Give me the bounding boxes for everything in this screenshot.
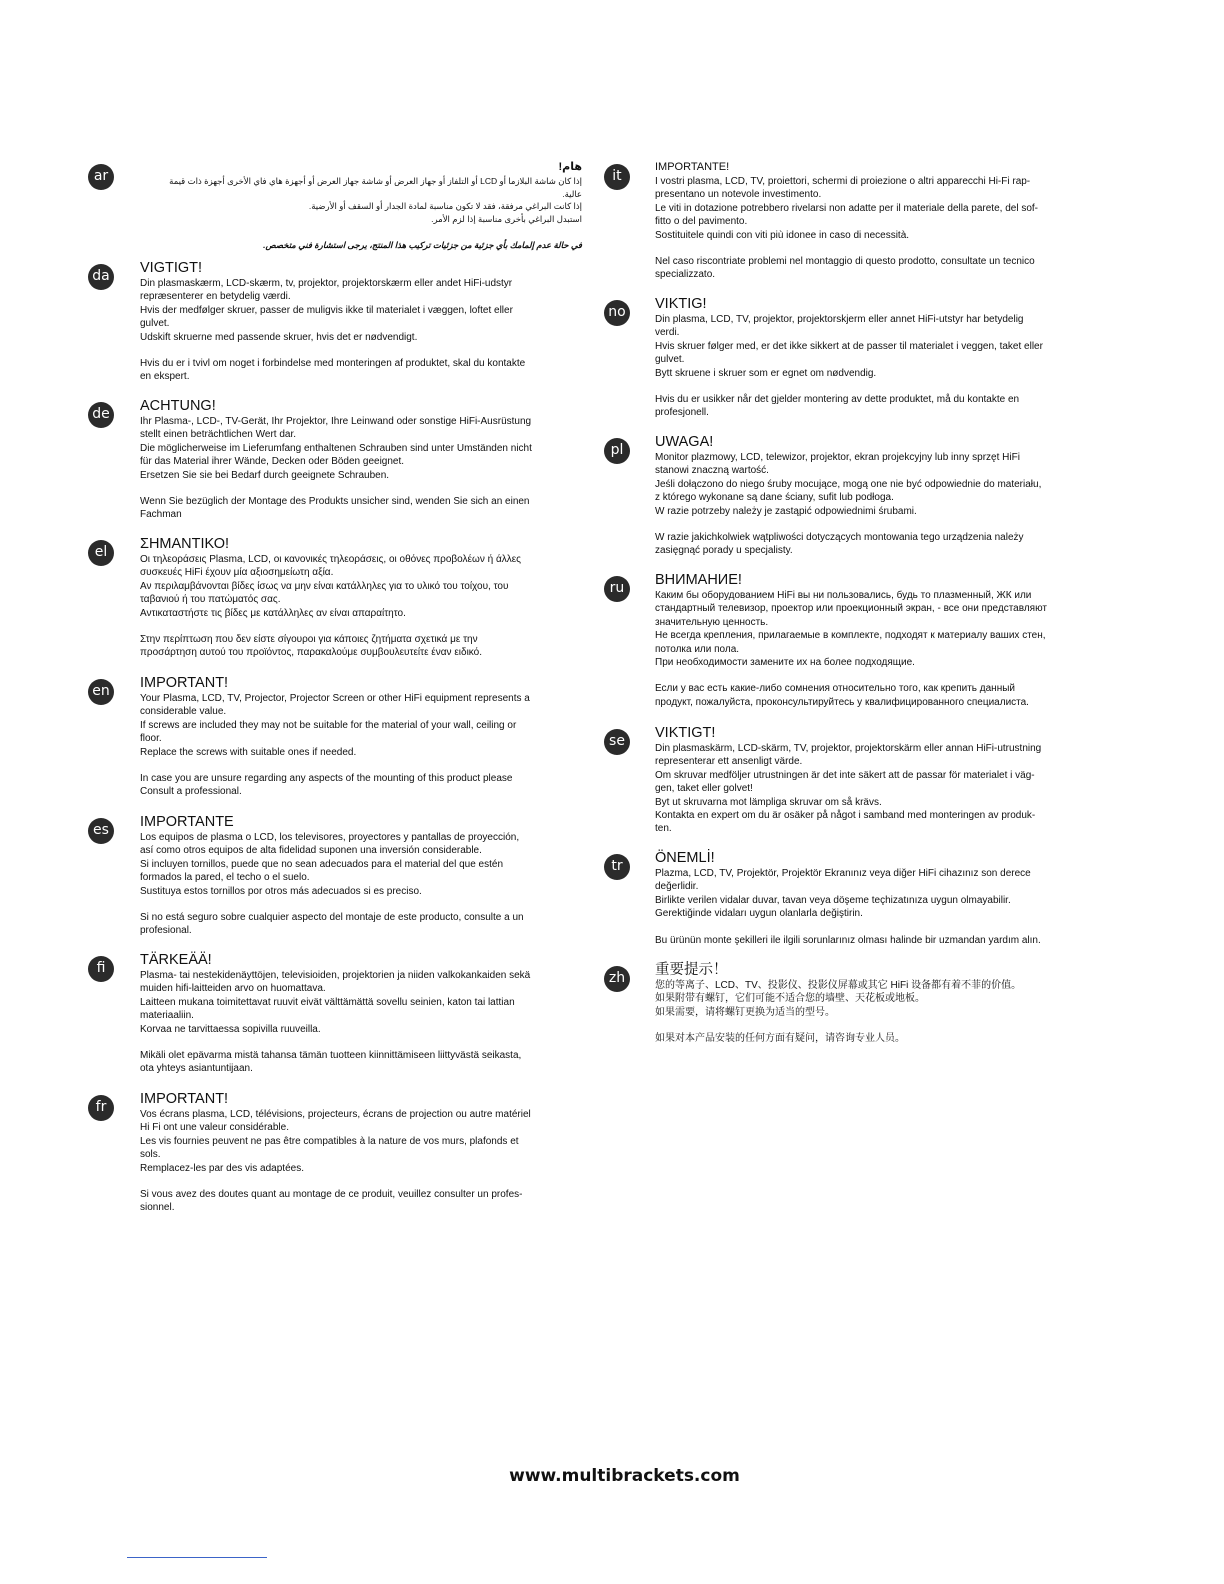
advice-line: Nel caso riscontriate problemi nel montaggio di questo prodotto, consultate un tecnico: [655, 256, 1035, 268]
advice-line: Hvis du er i tvivl om noget i forbindelse med monteringen af produktet, skal du kontakte: [140, 358, 526, 370]
section-title: ΣΗΜΑΝΤΙΚΟ!: [140, 536, 230, 552]
section-body: [655, 175, 1105, 282]
section-body: [140, 553, 595, 660]
advice-line: sionnel.: [140, 1202, 175, 1214]
body-line: Die möglicherweise im Lieferumfang enthaltenen Schrauben sind unter Umständen nicht: [140, 442, 532, 454]
body-line: استبدل البراغي بأخرى مناسبة إذا لزم الأمر.: [431, 213, 582, 224]
body-line: Din plasma, LCD, TV, projektor, projektorskjerm eller annet HiFi-utstyr har betydelig: [655, 314, 1024, 325]
body-line: Hvis der medfølger skruer, passer de muligvis ikke til materialet i væggen, loftet eller: [140, 304, 513, 316]
advice-line: Hvis du er usikker når det gjelder montering av dette produktet, må du kontakte en: [655, 394, 1020, 406]
language-badge-tr: tr: [604, 854, 630, 880]
language-badge-el: el: [88, 540, 114, 566]
section-title: TÄRKEÄÄ!: [140, 952, 212, 968]
section-es: [140, 814, 595, 938]
body-line: Remplacez-les par des vis adaptées.: [140, 1162, 304, 1174]
section-se: [655, 725, 1105, 836]
body-line: gen, taket eller golvet!: [655, 783, 753, 795]
language-badge-zh: zh: [604, 966, 630, 992]
language-badge-ar: ar: [88, 164, 114, 190]
section-body: [655, 742, 1105, 836]
language-badge-no: no: [604, 300, 630, 326]
body-line: Vos écrans plasma, LCD, télévisions, projecteurs, écrans de projection ou autre matériel: [140, 1109, 531, 1120]
body-line: 如果需要，请将螺钉更换为适当的型号。: [655, 1006, 835, 1018]
body-line: gulvet.: [655, 354, 685, 366]
advice-line: profesional.: [140, 925, 192, 937]
body-line: Laitteen mukana toimitettavat ruuvit eivät välttämättä sovellu seinien, katon tai lattian: [140, 996, 515, 1008]
language-badge-it: it: [604, 164, 630, 190]
advice-line: Στην περίπτωση που δεν είστε σίγουροι για κάποιες ζητήματα σχετικά με την: [140, 634, 478, 646]
body-line: repræsenterer en betydelig værdi.: [140, 291, 291, 303]
body-line: Ihr Plasma-, LCD-, TV-Gerät, Ihr Projektor, Ihre Leinwand oder sonstige HiFi-Ausrüstung: [140, 416, 532, 427]
advice-line: продукт, пожалуйста, проконсультируйтесь у квалифицированного специалиста.: [655, 696, 1029, 708]
body-line: değerlidir.: [655, 881, 699, 893]
section-body: [140, 415, 595, 522]
advice-line: 如果对本产品安装的任何方面有疑问，请咨询专业人员。: [655, 1033, 905, 1045]
section-ru: [655, 572, 1105, 709]
body-line: formados la pared, el techo o el suelo.: [140, 872, 310, 884]
advice-line: προσάρτηση αυτού του προϊόντος, παρακαλούμε συμβουλευτείτε έναν ειδικό.: [140, 647, 483, 659]
body-line: Gerektiğinde vidaları uygun olanlarla değiştirin.: [655, 908, 863, 920]
body-line: Sostituitele quindi con viti più idonee in caso di necessità.: [655, 229, 910, 241]
section-title: ACHTUNG!: [140, 398, 216, 414]
body-line: Plasma- tai nestekidenäyttöjen, televisioiden, projektorien ja niiden valkokankaiden sekä: [140, 970, 531, 981]
advice-line: Wenn Sie bezüglich der Montage des Produkts unsicher sind, wenden Sie sich an einen: [140, 496, 530, 508]
warning-line: في حالة عدم إلمامك بأي جزئية من جزئيات تركيب هذا المنتج، يرجى استشارة فني متخصص.: [263, 240, 582, 250]
section-title: VIGTIGT!: [140, 260, 203, 276]
section-pl: [655, 434, 1105, 558]
section-body: [655, 867, 1105, 947]
body-line: Your Plasma, LCD, TV, Projector, Projector Screen or other HiFi equipment represents a: [140, 693, 530, 704]
body-line: floor.: [140, 733, 162, 745]
body-line: Οι τηλεοράσεις Plasma, LCD, οι κανονικές τηλεοράσεις, οι οθόνες προβολέων ή άλλες: [140, 554, 521, 565]
body-line: ten.: [655, 823, 672, 835]
body-line: Din plasmaskärm, LCD-skärm, TV, projektor, projektorskärm eller annan HiFi-utrustning: [655, 743, 1042, 754]
body-line: ταβανιού ή του πατώματός σας.: [140, 594, 281, 606]
advice-line: Bu ürünün monte şekilleri ile ilgili sorunlarınız olması halinde bir uzmandan yardım alın.: [655, 934, 1041, 946]
body-line: Hi Fi ont une valeur considérable.: [140, 1122, 289, 1134]
language-badge-en: en: [88, 679, 114, 705]
body-line: Si incluyen tornillos, puede que no sean adecuados para el material del que estén: [140, 858, 504, 870]
advice-line: en ekspert.: [140, 371, 190, 383]
section-body: [140, 969, 595, 1076]
advice-line: W razie jakichkolwiek wątpliwości dotyczących montowania tego urządzenia należy: [655, 532, 1024, 544]
body-line: z którego wykonane są dane ściany, sufit lub podłoga.: [655, 492, 894, 504]
body-line: Din plasmaskærm, LCD-skærm, tv, projektor, projektorskærm eller andet HiFi-udstyr: [140, 278, 513, 289]
footer-url[interactable]: www.multibrackets.com: [509, 1466, 740, 1486]
language-badge-fi: fi: [88, 956, 114, 982]
section-title: IMPORTANTE: [140, 814, 234, 830]
body-line: Byt ut skruvarna mot lämpliga skruvar om så krävs.: [655, 796, 882, 808]
section-title: IMPORTANTE!: [655, 161, 730, 173]
advice-line: Si no está seguro sobre cualquier aspecto del montaje de este producto, consulte a un: [140, 912, 524, 924]
language-badge-se: se: [604, 729, 630, 755]
section-body: [655, 451, 1105, 558]
body-line: representerar ett ansenligt värde.: [655, 756, 803, 768]
section-title: IMPORTANT!: [140, 675, 229, 691]
body-line: Kontakta en expert om du är osäker på något i samband med monteringen av produk-: [655, 810, 1036, 822]
body-line: muiden hifi-laitteiden arvo on huomattava.: [140, 983, 326, 995]
section-fi: [140, 952, 595, 1076]
body-line: Αν περιλαμβάνονται βίδες ίσως να μην είναι κατάλληλες για το υλικό του τοίχου, του: [140, 580, 509, 592]
section-it: [655, 160, 1105, 282]
section-no: [655, 296, 1105, 420]
body-line: I vostri plasma, LCD, TV, proiettori, schermi di proiezione o altri apparecchi Hi-Fi rap-: [655, 176, 1031, 187]
advice-line: zasięgnąć porady u specjalisty.: [655, 545, 793, 557]
language-badge-da: da: [88, 264, 114, 290]
advice-line: Если у вас есть какие-либо сомнения относительно того, как крепить данный: [655, 683, 1015, 695]
section-fr: [140, 1091, 595, 1215]
link-underline: [127, 1557, 267, 1558]
section-title: ÖNEMLİ!: [655, 850, 715, 866]
section-tr: [655, 850, 1105, 947]
section-ar: [150, 160, 582, 252]
section-body: [140, 277, 595, 384]
section-title: VIKTIGT!: [655, 725, 716, 741]
language-badge-es: es: [88, 818, 114, 844]
section-zh: [655, 962, 1105, 1046]
section-de: [140, 398, 595, 522]
body-line: Ersetzen Sie sie bei Bedarf durch geeignete Schrauben.: [140, 469, 390, 481]
body-line: Monitor plazmowy, LCD, telewizor, projektor, ekran projekcyjny lub inny sprzęt HiFi: [655, 452, 1020, 463]
section-body: [140, 831, 595, 938]
body-line: Korvaa ne tarvittaessa sopivilla ruuveilla.: [140, 1023, 321, 1035]
section-body: [655, 313, 1105, 420]
section-en: [140, 675, 595, 799]
section-title: IMPORTANT!: [140, 1091, 229, 1107]
body-line: При необходимости замените их на более подходящие.: [655, 657, 915, 669]
body-line: für das Material ihrer Wände, Decken oder Böden geeignet.: [140, 456, 405, 468]
body-line: Каким бы оборудованием HiFi вы ни пользовались, будь то плазменный, ЖК или: [655, 590, 1032, 601]
body-line: gulvet.: [140, 318, 170, 330]
section-body: [655, 979, 1105, 1046]
body-line: presentano un notevole investimento.: [655, 189, 822, 201]
language-badge-de: de: [88, 402, 114, 428]
language-badge-pl: pl: [604, 438, 630, 464]
language-badge-fr: fr: [88, 1095, 114, 1121]
section-body: [140, 692, 595, 799]
body-line: إذا كان شاشة البلازما أو LCD أو التلفاز أو جهاز العرض أو شاشة جهاز العرض أو أجهزة هاي فاي الأخرى أجهزة ذات قيمة عالية.: [169, 176, 582, 199]
body-line: стандартный телевизор, проектор или проекционный экран, - все они представляют: [655, 603, 1047, 615]
section-el: [140, 536, 595, 660]
body-line: verdi.: [655, 327, 680, 339]
body-line: Не всегда крепления, прилагаемые в комплекте, подходят к материалу ваших стен,: [655, 630, 1046, 642]
section-body: [140, 1108, 595, 1215]
section-da: [140, 260, 595, 384]
advice-line: Mikäli olet epävarma mistä tahansa tämän tuotteen kiinnittämiseen liittyvästä seikasta,: [140, 1050, 522, 1062]
body-line: Om skruvar medföljer utrustningen är det inte säkert att de passar för materialet i väg-: [655, 769, 1035, 781]
section-title: 重要提示！: [655, 962, 728, 978]
body-line: значительную ценность.: [655, 616, 769, 628]
body-line: fitto o del pavimento.: [655, 216, 748, 228]
body-line: συσκευές HiFi έχουν μία αξιοσημείωτη αξία.: [140, 567, 334, 579]
body-line: stellt einen beträchtlichen Wert dar.: [140, 429, 297, 441]
body-line: Udskift skruerne med passende skruer, hvis det er nødvendigt.: [140, 331, 418, 343]
body-line: потолка или пола.: [655, 643, 740, 655]
body-line: Αντικαταστήστε τις βίδες με κατάλληλες αν είναι απαραίτητο.: [140, 607, 406, 619]
section-title: UWAGA!: [655, 434, 714, 450]
body-line: Hvis skruer følger med, er det ikke sikkert at de passer til materialet i veggen, taket eller: [655, 340, 1043, 352]
section-body: [655, 589, 1105, 709]
body-line: Les vis fournies peuvent ne pas être compatibles à la nature de vos murs, plafonds et: [140, 1135, 519, 1147]
advice-line: specializzato.: [655, 269, 716, 281]
body-line: Birlikte verilen vidalar duvar, tavan veya döşeme teçhizatınıza uygun olmayabilir.: [655, 894, 1011, 906]
body-line: إذا كانت البراغي مرفقة، فقد لا تكون مناسبة لمادة الجدار أو السقف أو الأرضية.: [308, 201, 582, 211]
body-line: 如果附带有螺钉，它们可能不适合您的墙壁、天花板或地板。: [655, 993, 925, 1005]
body-line: Jeśli dołączono do niego śruby mocujące, mogą one nie być odpowiednie do materiału,: [655, 478, 1042, 490]
body-line: stanowi znaczną wartość.: [655, 465, 769, 477]
body-line: Bytt skruene i skruer som er egnet om nødvendig.: [655, 367, 877, 379]
section-title: VIKTIG!: [655, 296, 707, 312]
body-line: W razie potrzeby należy je zastąpić odpowiednimi śrubami.: [655, 505, 917, 517]
section-body: [150, 175, 582, 252]
advice-line: Fachman: [140, 509, 182, 521]
advice-line: profesjonell.: [655, 407, 709, 419]
body-line: If screws are included they may not be suitable for the material of your wall, ceiling or: [140, 719, 517, 731]
body-line: 您的等离子、LCD、TV、投影仪、投影仪屏幕或其它 HiFi 设备都有着不菲的价值。: [655, 980, 1022, 991]
language-badge-ru: ru: [604, 576, 630, 602]
body-line: Sustituya estos tornillos por otros más adecuados si es preciso.: [140, 885, 422, 897]
body-line: así como otros equipos de alta fidelidad suponen una inversión considerable.: [140, 845, 482, 857]
section-title: هام!: [558, 161, 582, 173]
advice-line: Si vous avez des doutes quant au montage de ce produit, veuillez consulter un profes-: [140, 1189, 523, 1201]
body-line: Le viti in dotazione potrebbero rivelarsi non adatte per il materiale della parete, del sof-: [655, 202, 1038, 214]
body-line: materiaaliin.: [140, 1010, 194, 1022]
advice-line: Consult a professional.: [140, 786, 242, 798]
section-title: ВНИМАНИЕ!: [655, 572, 742, 588]
advice-line: ota yhteys asiantuntijaan.: [140, 1063, 253, 1075]
advice-line: In case you are unsure regarding any aspects of the mounting of this product please: [140, 773, 513, 785]
body-line: Replace the screws with suitable ones if needed.: [140, 746, 357, 758]
body-line: sols.: [140, 1149, 161, 1161]
body-line: Los equipos de plasma o LCD, los televisores, proyectores y pantallas de proyección,: [140, 832, 520, 843]
body-line: Plazma, LCD, TV, Projektör, Projektör Ekranınız veya diğer HiFi cihazınız son derece: [655, 868, 1031, 879]
body-line: considerable value.: [140, 706, 227, 718]
